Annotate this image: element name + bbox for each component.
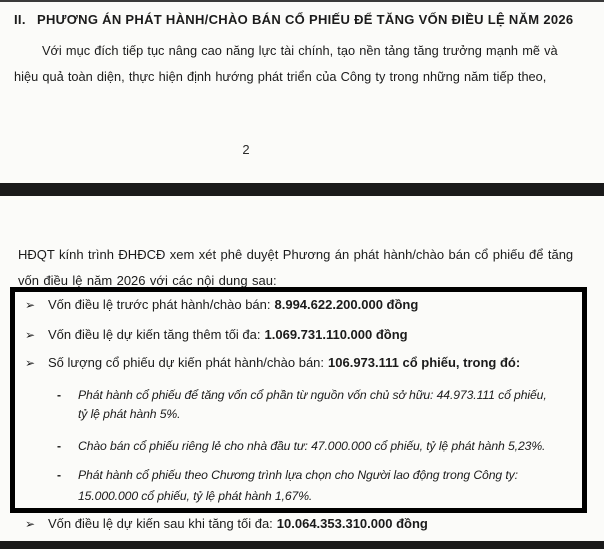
dash-bullet-icon: - xyxy=(57,388,61,402)
sub-item-text xyxy=(78,386,547,424)
paragraph-line: vốn điều lệ năm 2026 với các nội dung sau: xyxy=(18,273,277,288)
page-number: 2 xyxy=(242,142,250,157)
paragraph-line: HĐQT kính trình ĐHĐCĐ xem xét phê duyệt Phương án phát hành/chào bán cổ phiếu để tăng xyxy=(18,247,574,262)
arrow-bullet-icon: ➢ xyxy=(25,517,36,531)
item-value: 106.973.111 cổ phiếu, trong đó: xyxy=(328,355,521,370)
sub-item-line: 15.000.000 cổ phiếu, tỷ lệ phát hành 1,67%. xyxy=(78,489,313,503)
list-item-text xyxy=(48,327,408,343)
sub-item-line: Chào bán cổ phiếu riêng lẻ cho nhà đầu tư: 47.000.000 cổ phiếu, tỷ lệ phát hành 5,23%. xyxy=(78,439,546,453)
sub-item-text xyxy=(78,465,518,507)
section-title: PHƯƠNG ÁN PHÁT HÀNH/CHÀO BÁN CỔ PHIẾU ĐỂ TĂNG VỐN ĐIỀU LỆ NĂM 2026 xyxy=(37,12,574,27)
item-label: Vốn điều lệ trước phát hành/chào bán: xyxy=(48,297,271,312)
section-number: II. xyxy=(14,12,26,27)
sub-item-line: Phát hành cổ phiếu để tăng vốn cổ phần từ nguồn vốn chủ sở hữu: 44.973.111 cổ phiếu, xyxy=(78,388,547,402)
page-separator-bar-bottom xyxy=(0,541,604,549)
item-value: 8.994.622.200.000 đồng xyxy=(274,297,419,312)
arrow-bullet-icon: ➢ xyxy=(25,298,36,312)
list-item-text xyxy=(48,355,520,371)
arrow-bullet-icon: ➢ xyxy=(25,356,36,370)
item-value: 1.069.731.110.000 đồng xyxy=(264,327,408,342)
item-value: 10.064.353.310.000 đồng xyxy=(276,516,428,531)
intro-paragraph xyxy=(14,38,592,90)
paragraph-line: hiệu quả toàn diện, thực hiện định hướng phát triển của Công ty trong những năm tiếp theo, xyxy=(14,69,547,84)
dash-bullet-icon: - xyxy=(57,468,61,482)
sub-item-text xyxy=(78,437,545,456)
dash-bullet-icon: - xyxy=(57,439,61,453)
arrow-bullet-icon: ➢ xyxy=(25,328,36,342)
section-heading xyxy=(14,12,590,27)
item-label: Vốn điều lệ dự kiến sau khi tăng tối đa: xyxy=(48,516,273,531)
item-label: Vốn điều lệ dự kiến tăng thêm tối đa: xyxy=(48,327,261,342)
paragraph-line: Với mục đích tiếp tục nâng cao năng lực tài chính, tạo nền tảng tăng trưởng mạnh mẽ và xyxy=(42,43,558,58)
sub-item-line: Phát hành cổ phiếu theo Chương trình lựa chọn cho Người lao động trong Công ty: xyxy=(78,468,518,482)
sub-item-line: tỷ lệ phát hành 5%. xyxy=(78,407,181,421)
page-separator-bar xyxy=(0,183,604,196)
item-label: Số lượng cổ phiếu dự kiến phát hành/chào bán: xyxy=(48,355,325,370)
list-item-text xyxy=(48,516,428,532)
list-item-text xyxy=(48,297,418,313)
page-edge-line-top xyxy=(0,0,604,2)
